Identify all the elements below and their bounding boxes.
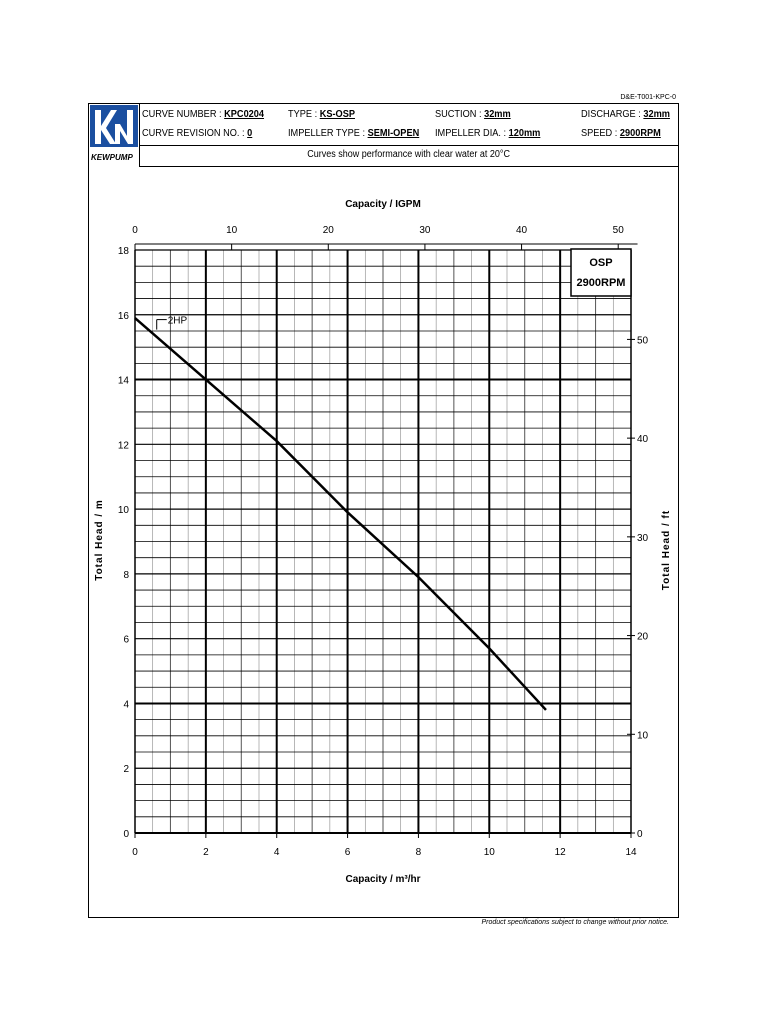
- suction-field: SUCTION : 32mm: [435, 109, 511, 120]
- logo-wordmark: KEWPUMP: [91, 153, 133, 162]
- x2-tick-label: 40: [516, 225, 528, 236]
- y2-axis-title: Total Head / ft: [661, 509, 672, 591]
- impeller-type-field: IMPELLER TYPE : SEMI-OPEN: [288, 128, 420, 139]
- type-field: TYPE : KS-OSP: [288, 109, 355, 120]
- test-condition-note: Curves show performance with clear water at 20°C: [139, 145, 678, 167]
- x-axis-title: Capacity / m³/hr: [345, 874, 421, 885]
- y-tick-label: 2: [123, 764, 129, 776]
- y2-tick-label: 40: [637, 434, 649, 446]
- y-tick-label: 4: [123, 699, 129, 711]
- x-tick-label: 10: [483, 847, 495, 858]
- y-tick-label: 12: [117, 440, 129, 452]
- x2-axis-title: Capacity / IGPM: [345, 199, 421, 210]
- y-tick-label: 10: [117, 505, 129, 517]
- x2-tick-label: 20: [322, 225, 334, 236]
- y2-tick-label: 50: [637, 335, 649, 347]
- y2-tick-label: 20: [637, 631, 649, 643]
- x2-tick-label: 0: [132, 225, 138, 236]
- impeller-dia-field: IMPELLER DIA. : 120mm: [435, 128, 541, 139]
- y-axis-title: Total Head / m: [94, 499, 105, 581]
- y-tick-label: 8: [123, 569, 129, 581]
- x-tick-label: 2: [203, 847, 209, 858]
- x2-tick-label: 50: [612, 225, 624, 236]
- y-tick-label: 16: [117, 310, 129, 322]
- y-tick-label: 6: [123, 634, 129, 646]
- legend-model: OSP: [589, 257, 613, 269]
- x-tick-label: 14: [625, 847, 637, 858]
- y-tick-label: 18: [117, 246, 129, 257]
- curve-2hp: [135, 315, 546, 710]
- curve-number-field: CURVE NUMBER : KPC0204: [142, 109, 265, 120]
- y-tick-label: 14: [117, 375, 129, 387]
- footnote: Product specifications subject to change without prior notice.: [481, 919, 669, 926]
- x-tick-label: 6: [344, 847, 351, 858]
- x-tick-label: 8: [415, 847, 422, 858]
- x-tick-label: 12: [554, 847, 566, 858]
- y-tick-label: 0: [123, 829, 129, 840]
- x2-tick-label: 30: [419, 225, 431, 236]
- y2-tick-label: 0: [637, 829, 643, 840]
- document-reference: D&E-T001-KPC-0: [620, 94, 676, 101]
- curve-label-2hp: 2HP: [167, 315, 188, 327]
- speed-field: SPEED : 2900RPM: [581, 128, 661, 139]
- legend-speed: 2900RPM: [576, 277, 626, 289]
- curve-revision-field: CURVE REVISION NO. : 0: [142, 128, 253, 139]
- discharge-field: DISCHARGE : 32mm: [581, 109, 670, 120]
- x-tick-label: 0: [132, 847, 138, 858]
- y2-tick-label: 30: [637, 532, 649, 544]
- x-tick-label: 4: [273, 847, 280, 858]
- y2-tick-label: 10: [637, 730, 649, 742]
- x2-tick-label: 10: [226, 225, 238, 236]
